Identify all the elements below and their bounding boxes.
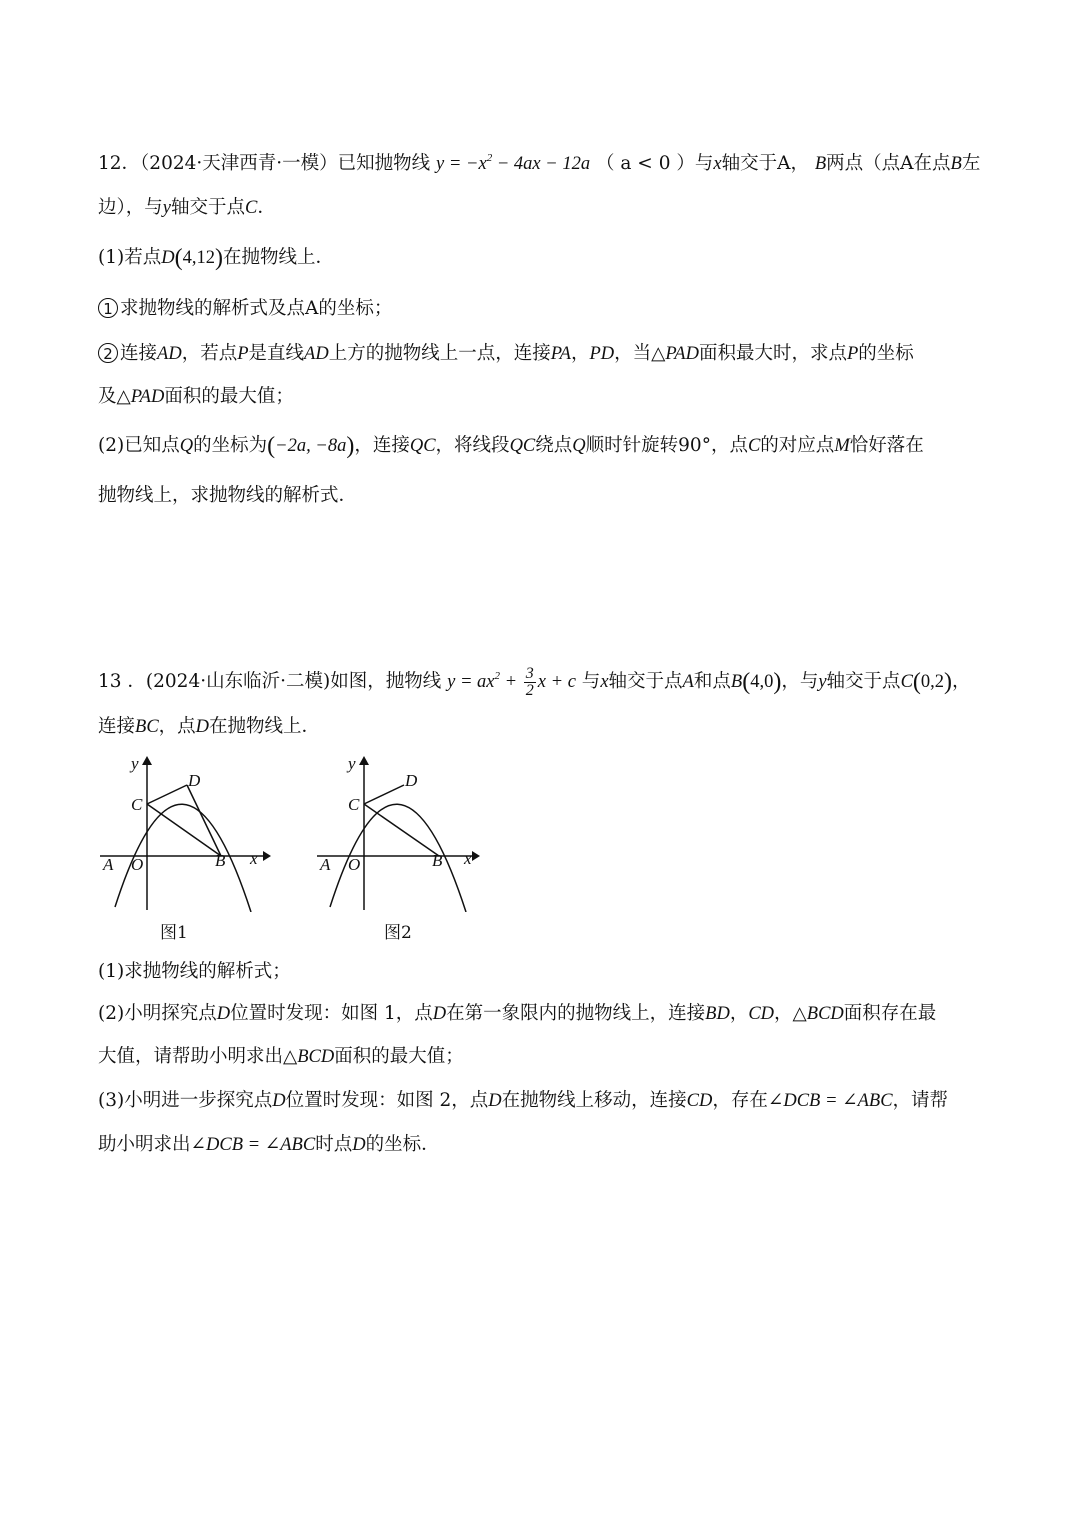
label-A: A [103, 855, 114, 874]
var-C: C [900, 672, 913, 692]
var-Q: Q [572, 436, 586, 456]
var-D: D [216, 1004, 231, 1024]
q13-stem-text: ， [952, 671, 971, 692]
q13-part3-text: 助小明求出 [98, 1134, 191, 1155]
label-B: B [215, 851, 226, 870]
eq-part: y = −x [436, 154, 487, 174]
q12-stem-text: ． [257, 197, 276, 218]
triangle-BCD: △BCD [792, 1004, 844, 1024]
q12-sub1-text: 求抛物线的解析式及点A的坐标； [120, 298, 393, 319]
q13-part1 [98, 960, 291, 984]
q13-stem-text: 如图，抛物线 [330, 671, 442, 692]
q12-stem-text: 轴交于点 [170, 197, 245, 218]
paren: ) [944, 669, 953, 695]
var-QC: QC [409, 436, 436, 456]
q12-stem-text: 已知抛物线 [337, 153, 431, 174]
var-y: y [162, 198, 171, 218]
q12-sub2-text: 连接 [120, 343, 158, 364]
q12-part2-text: 恰好落在 [849, 435, 924, 456]
angle-equation: ∠DCB = ∠ABC [767, 1091, 893, 1111]
q13-part3-text: 的坐标． [365, 1134, 440, 1155]
point-Q-coords: −2a, −8a [275, 436, 347, 456]
var-QC: QC [509, 436, 536, 456]
label-B: B [432, 851, 443, 870]
q12-sub2-text: 上方的抛物线上一点，连接 [328, 343, 551, 364]
fraction-denominator: 2 [525, 682, 534, 700]
q13-part3-line-2 [98, 1133, 440, 1157]
y-axis-arrow [142, 756, 152, 765]
segment-BC [364, 804, 439, 856]
q13-part2-text: 大值，请帮助小明求出 [98, 1046, 284, 1067]
q12-part1-text: 在抛物线上． [222, 247, 334, 268]
point-C-coords: 0,2 [920, 672, 945, 692]
figure-1-diagram [95, 752, 275, 912]
q12-number: 12． [98, 153, 141, 174]
q12-part2-text: 顺时针旋转90°，点 [585, 435, 748, 456]
q12-sub2-text: ， [570, 343, 590, 364]
q13-part2-text: ， [729, 1003, 749, 1024]
var-CD: CD [686, 1091, 713, 1111]
label-D: D [405, 771, 418, 790]
x-axis-arrow [263, 851, 271, 861]
segment-BD [187, 785, 221, 856]
label-C: C [348, 795, 360, 814]
label-D: D [188, 771, 201, 790]
q12-part2-line-2 [98, 484, 357, 508]
q13-part1-text: (1)求抛物线的解析式； [98, 961, 291, 982]
var-x: x [600, 672, 609, 692]
var-B: B [950, 154, 962, 174]
var-D: D [195, 717, 210, 737]
segment-BC [147, 804, 221, 856]
q12-part2-text: 的坐标为 [193, 435, 268, 456]
q13-equation [447, 665, 576, 700]
q12-sub2-text: ，若点 [181, 343, 238, 364]
var-B: B [814, 154, 827, 174]
paren: ) [214, 245, 223, 271]
var-Q: Q [179, 436, 194, 456]
eq-part: x + c [537, 672, 576, 692]
label-O: O [348, 855, 361, 874]
var-AD: AD [304, 344, 329, 364]
point-B-coords: 4,0 [750, 672, 774, 692]
q12-sub2-text: 及 [98, 386, 117, 407]
var-D: D [432, 1004, 447, 1024]
label-x: x [464, 849, 472, 868]
q13-part2-text: 面积的最大值； [334, 1046, 464, 1067]
label-C: C [131, 795, 143, 814]
q12-source: （2024·天津西青·一模） [140, 153, 338, 174]
segment-CD [364, 785, 404, 804]
q13-stem-text: 和点 [693, 671, 731, 692]
var-PA: PA [550, 344, 571, 364]
var-D: D [272, 1091, 286, 1111]
q12-stem-text: 边），与 [98, 197, 163, 218]
var-D: D [352, 1135, 366, 1155]
q12-condition: （ a < 0 ） [596, 153, 695, 174]
q12-part2 [98, 434, 924, 458]
q12-sub2-text: 的坐标 [858, 343, 914, 364]
q13-part2-line-2 [98, 1045, 464, 1069]
q12-line-2 [98, 196, 276, 220]
q12-stem-text: 轴交于A， [721, 153, 809, 174]
q13-stem-text: 轴交于点 [826, 671, 901, 692]
q13-part3-text: (3)小明进一步探究点 [98, 1090, 273, 1111]
q13-part2-text: ， [774, 1003, 793, 1024]
figure-2-caption: 图2 [384, 923, 412, 943]
x-axis-arrow [472, 851, 480, 861]
figure-2 [312, 752, 492, 912]
paren: ( [174, 245, 183, 271]
q13-number: 13 ． [98, 671, 146, 692]
q12-part1 [98, 246, 334, 270]
exponent: 2 [486, 152, 493, 164]
var-P: P [846, 344, 859, 364]
paren: ) [346, 433, 355, 459]
q13-part3-text: 时点 [315, 1134, 353, 1155]
segment-CD [147, 785, 187, 804]
var-x: x [713, 154, 722, 174]
circled-number-1: 1 [98, 298, 118, 318]
paren: ( [267, 433, 276, 459]
q13-stem-text: 在抛物线上． [209, 716, 321, 737]
var-CD: CD [748, 1004, 775, 1024]
triangle-PAD: △PAD [116, 387, 165, 407]
q13-source: (2024·山东临沂·二模) [145, 671, 331, 692]
point-D-coords: 4,12 [182, 248, 215, 268]
q12-part2-text: 绕点 [535, 435, 573, 456]
q12-sub2-text: 面积的最大值； [164, 386, 294, 407]
q13-line-1 [98, 664, 971, 699]
q12-sub2-line-2 [98, 385, 294, 409]
paren: ) [773, 669, 782, 695]
q13-line-2 [98, 715, 320, 739]
var-y: y [818, 672, 827, 692]
q12-equation [436, 154, 590, 174]
label-x: x [250, 849, 258, 868]
q13-part2-text: 在第一象限内的抛物线上，连接 [446, 1003, 706, 1024]
var-M: M [834, 436, 850, 456]
var-BD: BD [705, 1004, 730, 1024]
q13-part2-text: (2)小明探究点 [98, 1003, 217, 1024]
label-A: A [320, 855, 331, 874]
q12-part2-text: (2)已知点 [98, 435, 180, 456]
eq-part: − 4ax − 12a [492, 154, 591, 174]
triangle-PAD: △PAD [651, 344, 699, 364]
q13-stem-text: 轴交于点 [608, 671, 683, 692]
var-AD: AD [157, 344, 182, 364]
var-D: D [161, 248, 175, 268]
q12-part2-text: 抛物线上，求抛物线的解析式． [98, 485, 358, 506]
label-y: y [131, 754, 139, 773]
eq-part: y = ax [447, 672, 495, 692]
circled-number-2: 2 [98, 343, 118, 363]
q12-stem-text: 与 [694, 153, 714, 174]
fraction-numerator: 3 [525, 665, 534, 683]
q13-part3-text: 位置时发现：如图 2，点 [285, 1090, 489, 1111]
var-D: D [488, 1091, 502, 1111]
fraction-3-2 [524, 666, 536, 699]
figure-1 [95, 752, 275, 912]
q13-part3-text: 在抛物线上移动，连接 [501, 1090, 687, 1111]
q13-part3-text: ，存在 [712, 1090, 768, 1111]
q12-stem-text: 左 [961, 153, 981, 174]
q12-sub2-text: 面积最大时，求点 [698, 343, 847, 364]
q13-part3 [98, 1089, 948, 1113]
q12-sub2-text: ，当 [614, 343, 652, 364]
q13-stem-text: ，与 [781, 671, 819, 692]
q12-part2-text: ，将线段 [435, 435, 510, 456]
q12-line-1 [98, 146, 980, 176]
q13-stem-text: 与 [581, 671, 601, 692]
var-B: B [730, 672, 743, 692]
q13-stem-text: ，点 [158, 716, 196, 737]
y-axis-arrow [359, 756, 369, 765]
q12-stem-text: 两点（点A在点 [826, 153, 951, 174]
q12-sub2 [98, 342, 914, 366]
paren: ( [742, 669, 751, 695]
var-BC: BC [135, 717, 159, 737]
var-PD: PD [589, 344, 615, 364]
figure-1-caption: 图1 [160, 923, 188, 943]
q13-part3-text: ，请帮 [892, 1090, 949, 1111]
q13-stem-text: 连接 [98, 716, 136, 737]
var-P: P [237, 344, 249, 364]
var-C: C [245, 198, 258, 218]
var-A: A [682, 672, 694, 692]
paren: ( [912, 669, 921, 695]
label-O: O [131, 855, 144, 874]
q12-sub2-text: 是直线 [248, 343, 305, 364]
q12-part1-text: (1)若点 [98, 247, 162, 268]
q12-part2-text: ，连接 [354, 435, 410, 456]
exponent: 2 [494, 670, 501, 682]
q13-part2 [98, 1002, 936, 1026]
var-C: C [747, 436, 761, 456]
angle-equation: ∠DCB = ∠ABC [190, 1135, 316, 1155]
q12-part2-text: 的对应点 [760, 435, 835, 456]
q12-sub1 [98, 297, 392, 321]
eq-part: + [500, 672, 522, 692]
q13-part2-text: 位置时发现：如图 1，点 [230, 1003, 433, 1024]
q13-part2-text: 面积存在最 [843, 1003, 937, 1024]
label-y: y [348, 754, 356, 773]
triangle-BCD: △BCD [283, 1047, 335, 1067]
figure-2-diagram [312, 752, 492, 912]
